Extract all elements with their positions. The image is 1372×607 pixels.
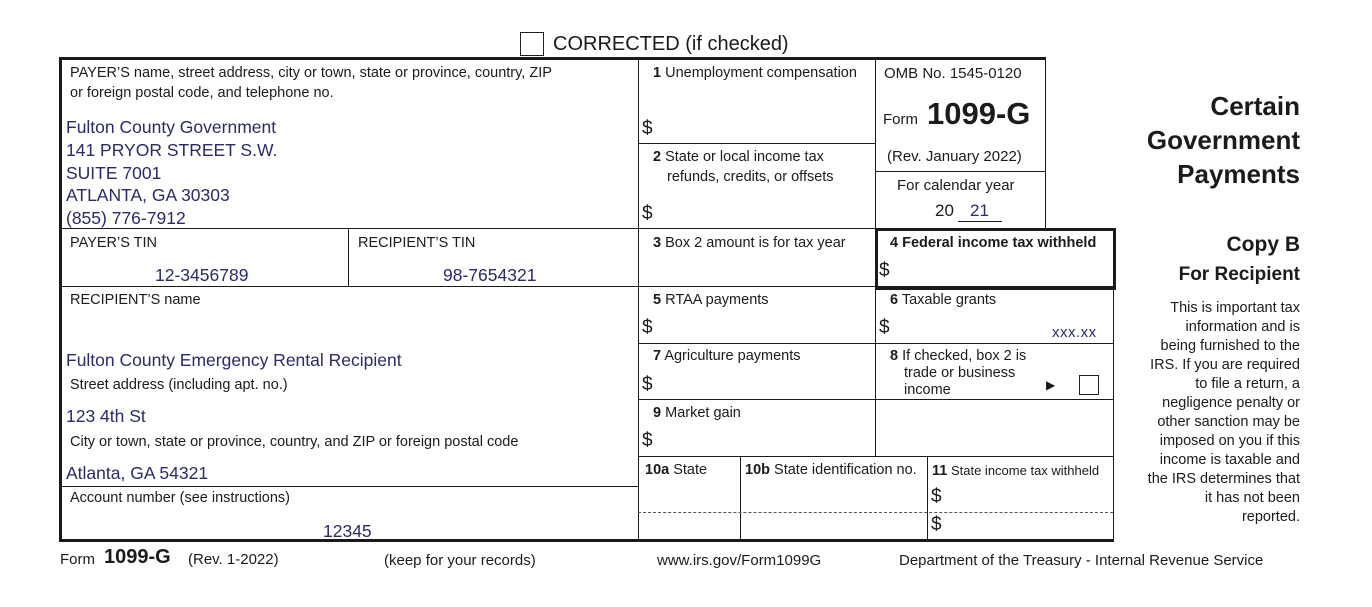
- box3-label: 3 Box 2 amount is for tax year: [653, 235, 846, 251]
- col-divider-10b: [927, 456, 928, 540]
- for-recipient: For Recipient: [1178, 264, 1300, 285]
- omb-number: OMB No. 1545-0120: [884, 65, 1022, 82]
- payer-tin-label: PAYER’S TIN: [70, 235, 158, 251]
- row-line-box9: [638, 399, 1114, 400]
- year-underline: [958, 221, 1002, 222]
- box1-label: 1 Unemployment compensation: [653, 65, 857, 81]
- frame-right-upper: [1045, 57, 1046, 228]
- city-label: City or town, state or province, country, and ZIP or foreign postal code: [70, 434, 519, 450]
- dashed-line-state: [638, 512, 1113, 513]
- footer-form-number: 1099-G: [104, 546, 171, 568]
- city-value: Atlanta, GA 54321: [66, 463, 209, 483]
- payer-tin-value: 12-3456789: [155, 265, 249, 285]
- col-divider-10a: [740, 456, 741, 540]
- box8-arrow-icon: ▶: [1046, 378, 1056, 392]
- payer-street: 141 PRYOR STREET S.W.: [66, 140, 278, 160]
- box9-dollar: $: [642, 430, 653, 451]
- corrected-label: CORRECTED (if checked): [553, 33, 789, 55]
- frame-bottom: [59, 539, 1114, 542]
- box10a-label: 10a State: [645, 462, 708, 478]
- box6-dollar: $: [879, 317, 890, 338]
- recipient-notice: This is important tax information and is being furnished to the IRS. If you are required to file a return, a negligence penalty or other sanction may be imposed on you if this income is taxable and the IRS determines that it has not been reported.: [1147, 300, 1300, 525]
- payer-suite: SUITE 7001: [66, 163, 162, 183]
- title-line1: Certain: [1210, 91, 1300, 121]
- col-divider-main: [638, 58, 639, 540]
- calendar-year-label: For calendar year: [897, 177, 1015, 194]
- title-line2: Government: [1146, 125, 1300, 155]
- box7-dollar: $: [642, 374, 653, 395]
- row-line-box10: [638, 456, 1114, 457]
- box2-label-line1: 2 State or local income tax: [653, 149, 824, 165]
- payer-label-line1: PAYER’S name, street address, city or town, state or province, country, ZIP: [70, 65, 552, 81]
- corrected-checkbox[interactable]: [520, 32, 544, 56]
- payer-name: Fulton County Government: [66, 117, 277, 137]
- footer-dept: Department of the Treasury - Internal Revenue Service: [899, 552, 1264, 569]
- recipient-tin-value: 98-7654321: [443, 265, 537, 285]
- recipient-name-label: RECIPIENT’S name: [70, 292, 201, 308]
- box8-label-line2: trade or business: [904, 365, 1016, 381]
- form-word: Form: [883, 111, 918, 128]
- street-value: 123 4th St: [66, 406, 146, 426]
- row-line-box1: [638, 143, 876, 144]
- box6-value: xxx.xx: [1052, 324, 1097, 341]
- box8-checkbox[interactable]: [1079, 375, 1099, 395]
- box2-label-line2: refunds, credits, or offsets: [667, 169, 834, 185]
- form-number: 1099-G: [927, 96, 1031, 131]
- box8-label-line1: 8 If checked, box 2 is: [890, 348, 1027, 364]
- box7-label: 7 Agriculture payments: [653, 348, 801, 364]
- account-value: 12345: [323, 521, 372, 541]
- payer-city: ATLANTA, GA 30303: [66, 185, 230, 205]
- rev-date: (Rev. January 2022): [887, 148, 1022, 165]
- recipient-name-value: Fulton County Emergency Rental Recipient: [66, 350, 402, 370]
- box6-label: 6 Taxable grants: [890, 292, 997, 308]
- street-label: Street address (including apt. no.): [70, 377, 288, 393]
- box11-dollar-2: $: [931, 514, 942, 535]
- year-prefix: 20: [935, 201, 954, 220]
- row-line-rev: [876, 171, 1046, 172]
- frame-top: [59, 57, 1046, 60]
- footer-rev: (Rev. 1-2022): [188, 551, 279, 568]
- row-line-account: [60, 486, 639, 487]
- frame-left: [59, 57, 62, 542]
- box5-label: 5 RTAA payments: [653, 292, 769, 308]
- box4-label: 4 Federal income tax withheld: [890, 235, 1097, 251]
- payer-phone: (855) 776-7912: [66, 208, 186, 228]
- year-suffix: 21: [970, 201, 989, 220]
- footer-keep: (keep for your records): [384, 552, 536, 569]
- box2-dollar: $: [642, 203, 653, 224]
- recipient-tin-label: RECIPIENT’S TIN: [358, 235, 476, 251]
- footer-url[interactable]: www.irs.gov/Form1099G: [657, 552, 822, 569]
- box8-label-line3: income: [904, 382, 951, 398]
- row-line-box7: [638, 343, 1114, 344]
- col-divider-tin: [348, 228, 349, 286]
- box5-dollar: $: [642, 317, 653, 338]
- box4-dollar: $: [879, 260, 890, 281]
- copy-b: Copy B: [1226, 233, 1300, 256]
- footer-form-word: Form: [60, 551, 95, 568]
- box1-dollar: $: [642, 118, 653, 139]
- account-label: Account number (see instructions): [70, 490, 291, 506]
- box9-label: 9 Market gain: [653, 405, 741, 421]
- payer-label-line2: or foreign postal code, and telephone no.: [70, 85, 334, 101]
- box11-dollar-1: $: [931, 486, 942, 507]
- box10b-label: 10b State identification no.: [745, 462, 917, 478]
- title-line3: Payments: [1177, 159, 1300, 189]
- box11-label: 11 State income tax withheld: [932, 463, 1100, 479]
